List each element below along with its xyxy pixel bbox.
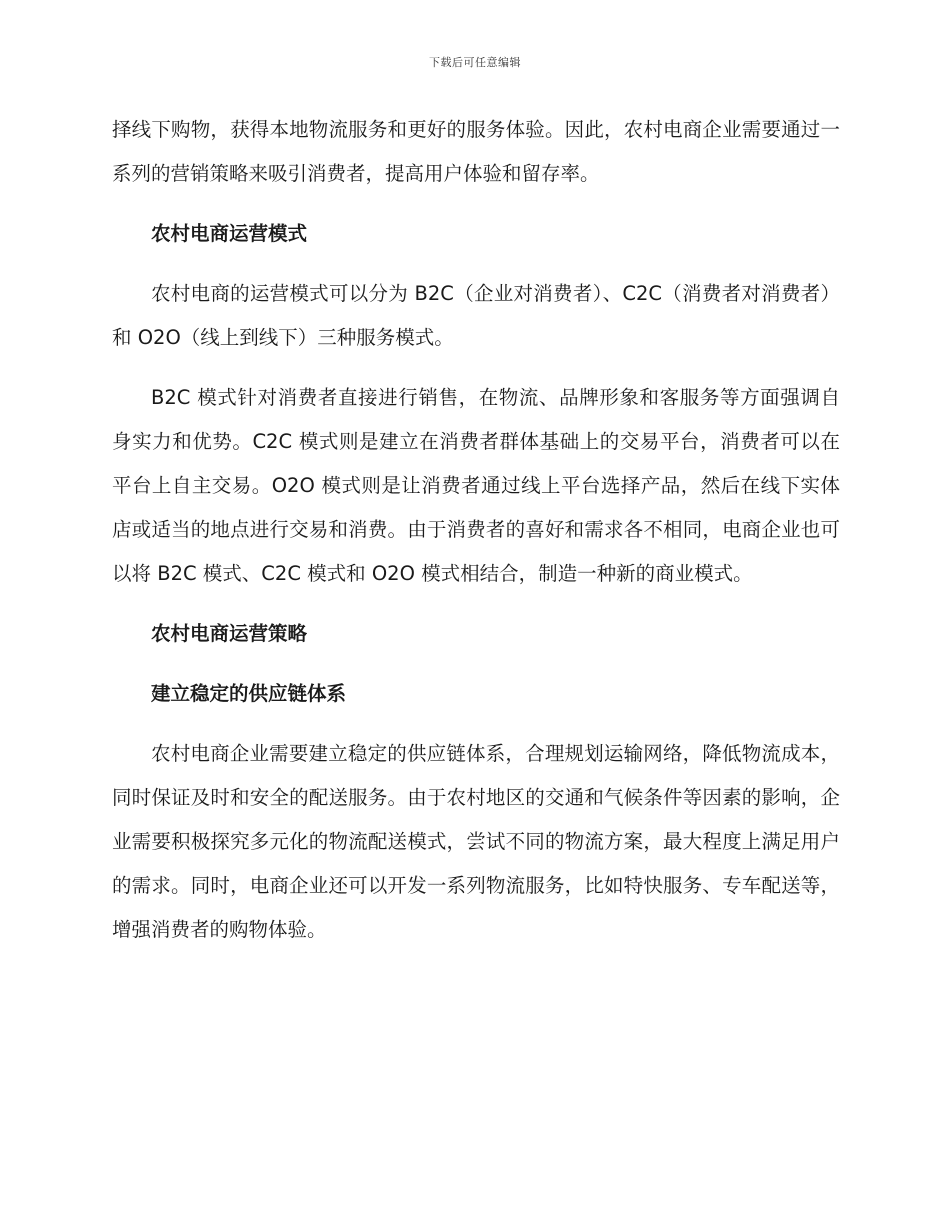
document-body [112, 108, 840, 968]
section-heading-operation-modes: 农村电商运营模式 [151, 222, 308, 245]
subsection-heading-supply-chain: 建立稳定的供应链体系 [151, 682, 347, 705]
paragraph-continuation: 择线下购物，获得本地物流服务和更好的服务体验。因此，农村电商企业需要通过一系列的营销策略来吸引消费者，提高用户体验和留存率。 [112, 118, 840, 185]
page-header-note: 下载后可任意编辑 [429, 56, 521, 69]
paragraph-modes-detail: B2C 模式针对消费者直接进行销售，在物流、品牌形象和客服务等方面强调自身实力和优势。C2C 模式则是建立在消费者群体基础上的交易平台，消费者可以在平台上自主交易。O2O 模式则是让消费者通过线上平台选择产品，然后在线下实体店或适当的地点进行交易和消费。由于消费者的喜好和需求各不相同，电商企业也可以将 B2C 模式、C2C 模式和 O2O 模式相结合，制造一种新的商业模式。 [112, 386, 840, 585]
section-heading-operation-strategies: 农村电商运营策略 [151, 622, 308, 645]
paragraph-supply-chain: 农村电商企业需要建立稳定的供应链体系，合理规划运输网络，降低物流成本，同时保证及时和安全的配送服务。由于农村地区的交通和气候条件等因素的影响，企业需要积极探究多元化的物流配送模式，尝试不同的物流方案，最大程度上满足用户的需求。同时，电商企业还可以开发一系列物流服务，比如特快服务、专车配送等，增强消费者的购物体验。 [112, 742, 840, 941]
paragraph-modes-intro: 农村电商的运营模式可以分为 B2C（企业对消费者）、C2C（消费者对消费者）和 O2O（线上到线下）三种服务模式。 [112, 282, 840, 349]
